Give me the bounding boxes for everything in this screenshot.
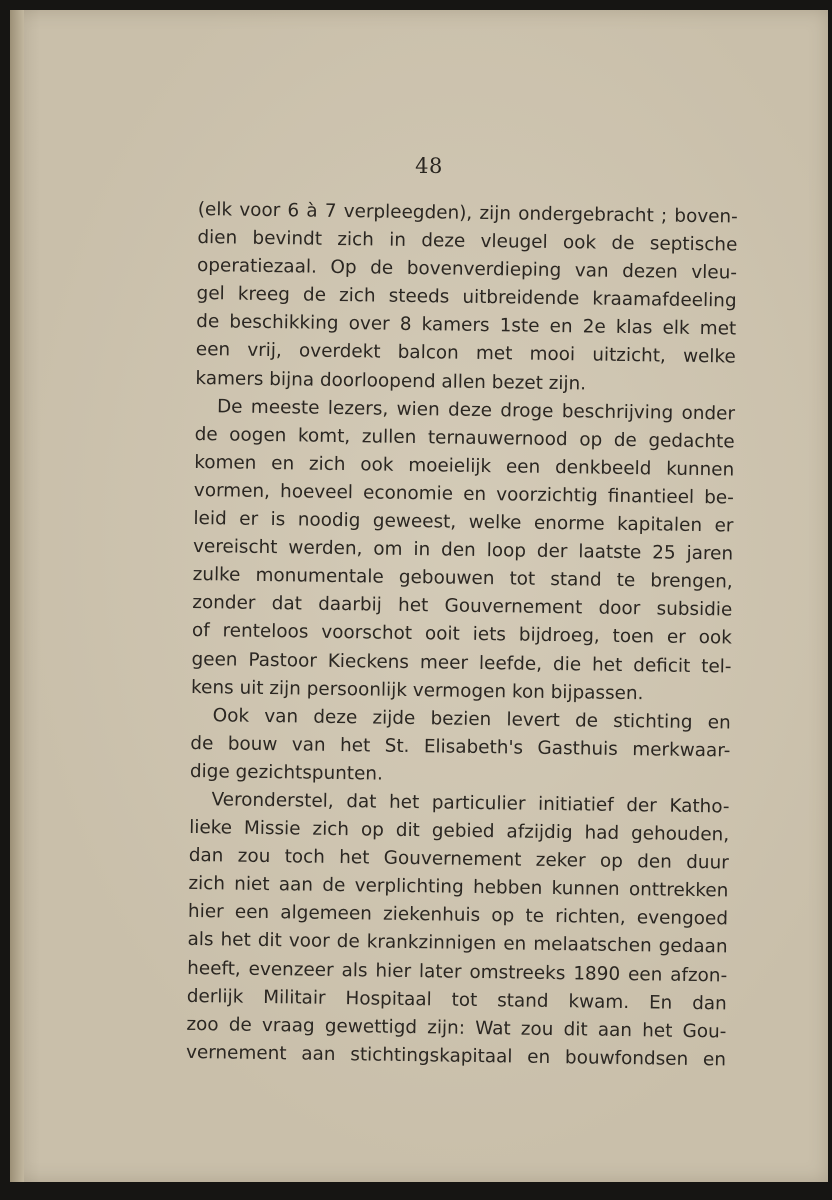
text-line: vereischt werden, om in den loop der laatste 25 jaren — [192, 536, 734, 565]
text-line: zulke monumentale gebouwen tot stand te brengen, — [192, 564, 733, 593]
text-line: kens uit zijn persoonlijk vermogen kon bijpassen. — [190, 676, 644, 704]
body-text — [186, 196, 738, 1074]
text-line: dige gezichtspunten. — [189, 760, 384, 785]
page-number: 48 — [415, 154, 443, 178]
text-line: operatiezaal. Op de bovenverdieping van dezen vleu- — [196, 255, 738, 284]
text-line: vernement aan stichtingskapitaal en bouwfondsen en — [185, 1041, 727, 1071]
text-line: als het dit voor de krankzinnigen en melaatschen gedaan — [187, 929, 728, 958]
text-line: zonder dat daarbij het Gouvernement door subsidie — [192, 592, 733, 621]
text-line: kamers bijna doorloopend allen bezet zijn. — [195, 367, 587, 394]
text-line: hier een algemeen ziekenhuis op te richten, evengoed — [187, 901, 729, 930]
page-gutter — [10, 10, 24, 1182]
text-line: komen en zich ook moeielijk een denkbeeld kunnen — [194, 451, 735, 481]
text-line: vormen, hoeveel economie en voorzichtig finantieel be- — [193, 479, 734, 509]
text-line: Ook van deze zijde bezien levert de stichting en — [212, 704, 731, 734]
text-line: (elk voor 6 à 7 verpleegden), zijn ondergebracht ; boven- — [197, 198, 738, 228]
book-page — [10, 10, 828, 1182]
text-line: derlijk Militair Hospitaal tot stand kwam. En dan — [186, 985, 727, 1015]
text-line: lieke Missie zich op dit gebied afzijdig had gehouden, — [189, 817, 730, 846]
text-line: de beschikking over 8 kamers 1ste en 2e klas elk met — [196, 311, 737, 340]
text-line: de oogen komt, zullen ternauwernood op de gedachte — [194, 423, 735, 453]
text-line: Veronderstel, dat het particulier initiatief der Katho- — [211, 789, 730, 818]
text-line: een vrij, overdekt balcon met mooi uitzicht, welke — [195, 339, 736, 368]
text-line: heeft, evenzeer als hier later omstreeks 1890 een afzon- — [187, 957, 728, 986]
text-line: zoo de vraag gewettigd zijn: Wat zou dit aan het Gou- — [186, 1013, 727, 1043]
text-line: De meeste lezers, wien deze droge beschrijving onder — [216, 395, 736, 425]
text-line: dan zou toch het Gouvernement zeker op den duur — [188, 845, 729, 874]
text-line: of renteloos voorschot ooit iets bijdroeg, toen er ook — [191, 620, 733, 649]
text-line: dien bevindt zich in deze vleugel ook de septische — [197, 227, 738, 256]
text-line: leid er is noodig geweest, welke enorme kapitalen er — [193, 508, 734, 537]
text-line: geen Pastoor Kieckens meer leefde, die het deficit tel- — [191, 648, 732, 677]
text-line: gel kreeg de zich steeds uitbreidende kraamafdeeling — [196, 283, 737, 312]
text-line: de bouw van het St. Elisabeth's Gasthuis merkwaar- — [190, 732, 731, 762]
text-line: zich niet aan de verplichting hebben kunnen onttrekken — [188, 873, 729, 902]
